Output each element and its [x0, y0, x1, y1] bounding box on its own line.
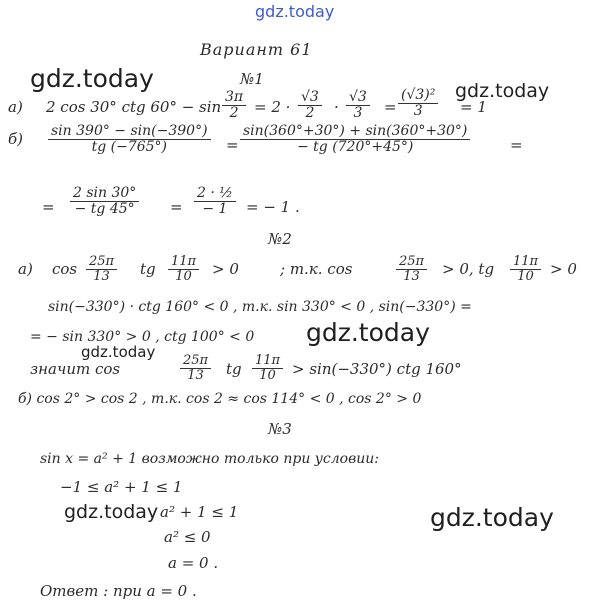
task1-b2-result: = − 1 .: [246, 198, 300, 216]
task2-a-line3: = − sin 330° > 0 , ctg 100° < 0: [30, 329, 255, 345]
watermark-top: gdz.today: [255, 2, 335, 21]
task1-number: №1: [240, 70, 264, 88]
fraction-numerator: √3: [346, 90, 370, 106]
task1-a-expression: 2 cos 30° ctg 60° − sin: [46, 98, 222, 116]
fraction-numerator: (√3)²: [398, 88, 438, 104]
fraction-denominator: tg (−765°): [91, 139, 167, 156]
task1-a-fraction-3: [346, 90, 370, 122]
task1-b2-equals: =: [42, 198, 55, 216]
task2-a-tg2: tg: [226, 360, 242, 378]
task2-a-fraction-4: [510, 255, 541, 285]
task1-a-fraction-2: [298, 90, 322, 122]
fraction-denominator: 3: [413, 103, 423, 120]
fraction-denominator: 10: [259, 368, 276, 384]
task2-a-label: а): [18, 260, 33, 278]
fraction-denominator: 10: [517, 269, 534, 285]
task3-line5: a = 0 .: [168, 554, 219, 572]
task2-a-fraction-2: [168, 255, 199, 285]
task2-number: №2: [268, 230, 292, 248]
task1-a-equals-2: =: [384, 98, 397, 116]
task2-a-gt0c: > 0: [550, 260, 577, 278]
task2-a-line2: sin(−330°) · ctg 160° < 0 , т.к. sin 330° < 0 , sin(−330°) =: [48, 299, 472, 315]
task2-a-fraction-3: [396, 255, 427, 285]
fraction-denominator: 2: [305, 105, 315, 122]
task1-b-fraction-2: [240, 124, 470, 156]
task3-line3: a² + 1 ≤ 1: [160, 503, 239, 521]
fraction-denominator: 13: [187, 368, 204, 384]
task2-a-line4-end: > sin(−330°) ctg 160°: [292, 360, 462, 378]
task2-a-tg: tg: [140, 260, 156, 278]
fraction-denominator: 2: [229, 105, 239, 122]
fraction-denominator: 13: [403, 269, 420, 285]
task1-b-fraction-1: [48, 124, 211, 156]
task3-number: №3: [268, 420, 292, 438]
fraction-numerator: 3π: [222, 90, 246, 106]
fraction-denominator: 10: [175, 269, 192, 285]
watermark-bottom-left: gdz.today: [64, 501, 159, 523]
fraction-denominator: 13: [93, 269, 110, 285]
fraction-numerator: sin(360°+30°) + sin(360°+30°): [240, 124, 470, 140]
watermark-small: gdz.today: [81, 343, 156, 361]
fraction-numerator: √3: [298, 90, 322, 106]
fraction-numerator: sin 390° − sin(−390°): [48, 124, 211, 140]
task1-a-label: а): [8, 98, 23, 116]
fraction-numerator: 11π: [510, 255, 541, 270]
task1-b-label: б): [8, 130, 24, 148]
watermark-center: gdz.today: [306, 318, 430, 347]
task2-a-fraction-5: [180, 354, 211, 384]
task1-a-fraction: [222, 90, 246, 122]
task2-a-gt0b: > 0, tg: [442, 260, 495, 278]
task2-a-fraction-6: [252, 354, 283, 384]
task1-b-equals: =: [226, 136, 239, 154]
fraction-numerator: 2 · ½: [194, 186, 236, 202]
fraction-numerator: 11π: [168, 255, 199, 270]
task1-b2-fraction: [70, 186, 139, 218]
fraction-denominator: − tg (720°+45°): [296, 139, 414, 156]
variant-heading: Вариант 61: [200, 40, 313, 59]
task2-a-since: ; т.к. cos: [280, 260, 353, 278]
task3-line4: a² ≤ 0: [164, 528, 211, 546]
task1-b-equals-2: =: [510, 136, 523, 154]
fraction-numerator: 25π: [86, 255, 117, 270]
task1-a-result: = 1: [460, 98, 487, 116]
task1-b2-fraction-2: [194, 186, 236, 218]
task3-line2: −1 ≤ a² + 1 ≤ 1: [60, 478, 183, 496]
watermark-bottom-right: gdz.today: [430, 503, 554, 532]
task1-b2-equals-2: =: [170, 198, 183, 216]
fraction-numerator: 25π: [396, 255, 427, 270]
task1-a-fraction-4: [398, 88, 438, 120]
task3-answer: Ответ : при a = 0 .: [40, 582, 197, 600]
task2-a-line4-start: значит cos: [30, 360, 121, 378]
task3-line1: sin x = a² + 1 возможно только при условии:: [40, 451, 379, 467]
task2-b-line: б) cos 2° > cos 2 , т.к. cos 2 ≈ cos 114° < 0 , cos 2° > 0: [18, 391, 422, 407]
fraction-numerator: 2 sin 30°: [70, 186, 139, 202]
watermark-left: gdz.today: [30, 64, 154, 93]
fraction-numerator: 25π: [180, 354, 211, 369]
fraction-denominator: − 1: [202, 201, 228, 218]
fraction-denominator: − tg 45°: [74, 201, 135, 218]
task1-a-dot: ·: [334, 98, 339, 116]
fraction-denominator: 3: [353, 105, 363, 122]
task1-a-equals: = 2 ·: [254, 98, 291, 116]
task2-a-fraction-1: [86, 255, 117, 285]
task2-a-gt0: > 0: [212, 260, 239, 278]
fraction-numerator: 11π: [252, 354, 283, 369]
watermark-right: gdz.today: [455, 80, 550, 102]
task2-a-cos: cos: [52, 260, 78, 278]
